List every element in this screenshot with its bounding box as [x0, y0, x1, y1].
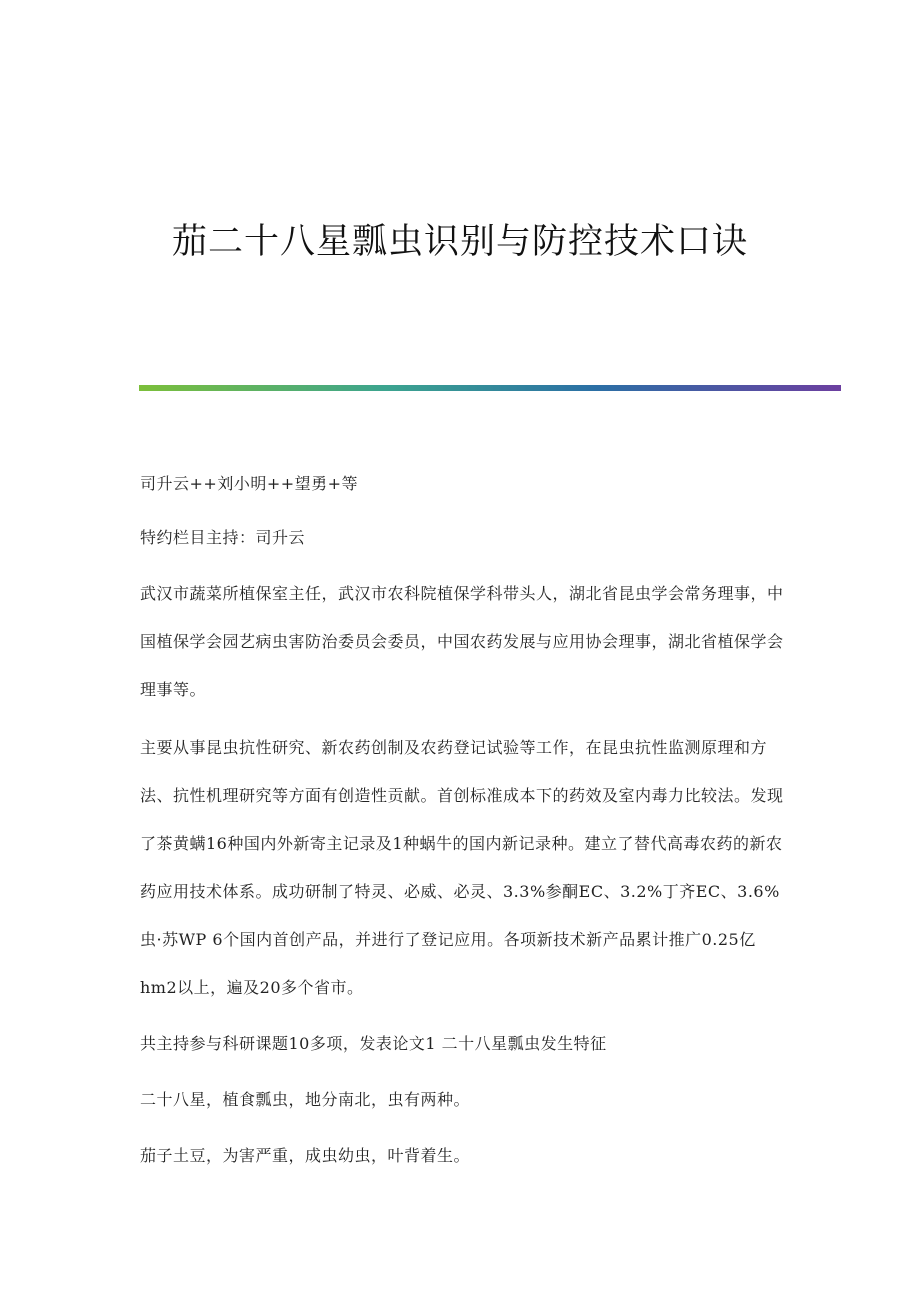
- research-paragraph: 主要从事昆虫抗性研究、新农药创制及农药登记试验等工作，在昆虫抗性监测原理和方法、抗性机理研究等方面有创造性贡献。首创标准成本下的药效及室内毒力比较法。发现了茶黄螨16种国内外新寄主记录及1种蜗牛的国内新记录种。建立了替代高毒农药的新农药应用技术体系。成功研制了特灵、必威、必灵、3.3%参酮EC、3.2%丁齐EC、3.6%虫·苏WP 6个国内首创产品，并进行了登记应用。各项新技术新产品累计推广0.25亿hm2以上，遍及20多个省市。: [140, 738, 784, 997]
- verse-line: 二十八星，植食瓢虫，地分南北，虫有两种。: [140, 1090, 471, 1109]
- author-line: 司升云++刘小明++望勇+等: [140, 474, 359, 493]
- title-divider: [139, 385, 841, 391]
- column-host-line: 特约栏目主持：司升云: [140, 528, 306, 547]
- verse-line: 茄子土豆，为害严重，成虫幼虫，叶背着生。: [140, 1146, 471, 1165]
- document-title: 茄二十八星瓢虫识别与防控技术口诀: [171, 222, 748, 262]
- projects-paragraph: 共主持参与科研课题10多项，发表论文1 二十八星瓢虫发生特征: [140, 1034, 607, 1053]
- host-bio-paragraph: 武汉市蔬菜所植保室主任，武汉市农科院植保学科带头人，湖北省昆虫学会常务理事，中国植保学会园艺病虫害防治委员会委员，中国农药发展与应用协会理事，湖北省植保学会理事等。: [140, 584, 784, 699]
